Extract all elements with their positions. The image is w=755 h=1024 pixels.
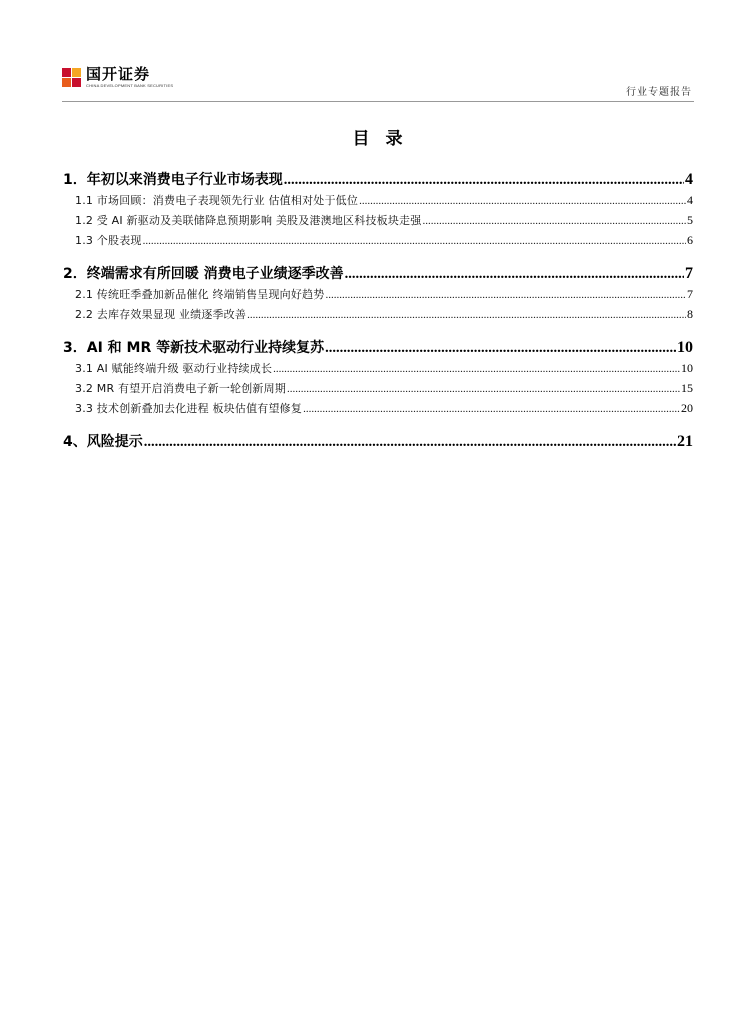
toc-title: 目录 [352,129,419,149]
toc-entry-page: 7 [687,287,693,301]
toc-entry-section-1[interactable] [63,170,693,190]
toc-entry-text: 3.3 技术创新叠加去化进程 板块估值有望修复 [75,402,303,415]
toc-leader-dots [422,211,686,230]
toc-entry-text: 3.1 AI 赋能终端升级 驱动行业持续成长 [75,362,273,375]
toc-entry-section-2-1[interactable] [63,284,693,304]
toc-entry-page: 10 [677,339,693,356]
toc-entry-page: 4 [685,171,693,188]
toc-entry-text: 1．年初以来消费电子行业市场表现 [63,172,283,188]
toc-entry-page: 15 [681,381,693,395]
page-header [62,66,694,100]
toc-leader-dots [287,379,680,398]
toc-entry-page: 21 [677,433,693,450]
toc-entry-section-3-3[interactable] [63,398,693,418]
table-of-contents [63,170,693,452]
toc-entry-section-2-2[interactable] [63,304,693,324]
toc-entry-section-3[interactable] [63,338,693,358]
document-type-label: 行业专题报告 [626,87,692,98]
logo-chinese-name: 国开证券 [86,65,151,83]
toc-entry-page: 8 [687,307,693,321]
toc-entry-section-4[interactable] [63,432,693,452]
toc-entry-section-3-2[interactable] [63,378,693,398]
toc-leader-dots [284,170,684,190]
toc-leader-dots [326,285,687,304]
company-logo [62,66,173,88]
toc-leader-dots [345,264,684,284]
toc-entry-text: 3．AI 和 MR 等新技术驱动行业持续复苏 [63,340,325,356]
toc-entry-text: 1.2 受 AI 新驱动及美联储降息预期影响 美股及港澳地区科技板块走强 [75,214,422,227]
toc-entry-section-1-2[interactable] [63,210,693,230]
toc-entry-section-1-3[interactable] [63,230,693,250]
toc-entry-text: 1.1 市场回顾：消费电子表现领先行业 估值相对处于低位 [75,194,359,207]
toc-entry-page: 7 [685,265,693,282]
header-divider [62,101,694,102]
toc-entry-page: 4 [687,193,693,207]
toc-entry-text: 4、风险提示 [63,434,143,450]
toc-leader-dots [325,338,676,358]
toc-leader-dots [273,359,680,378]
toc-leader-dots [303,399,680,418]
toc-entry-page: 10 [681,361,693,375]
logo-mark-icon [62,68,81,87]
toc-leader-dots [359,191,686,210]
toc-entry-text: 3.2 MR 有望开启消费电子新一轮创新周期 [75,382,287,395]
logo-english-name: CHINA DEVELOPMENT BANK SECURITIES [86,83,174,88]
toc-leader-dots [144,432,676,452]
toc-entry-page: 20 [681,401,693,415]
toc-entry-section-2[interactable] [63,264,693,284]
toc-entry-text: 2.1 传统旺季叠加新品催化 终端销售呈现向好趋势 [75,288,325,301]
toc-entry-page: 5 [687,213,693,227]
toc-leader-dots [143,231,686,250]
toc-entry-page: 6 [687,233,693,247]
toc-entry-section-3-1[interactable] [63,358,693,378]
toc-entry-section-1-1[interactable] [63,190,693,210]
toc-entry-text: 2.2 去库存效果显现 业绩逐季改善 [75,308,247,321]
toc-leader-dots [247,305,686,324]
toc-entry-text: 2．终端需求有所回暖 消费电子业绩逐季改善 [63,266,344,282]
toc-entry-text: 1.3 个股表现 [75,234,142,247]
